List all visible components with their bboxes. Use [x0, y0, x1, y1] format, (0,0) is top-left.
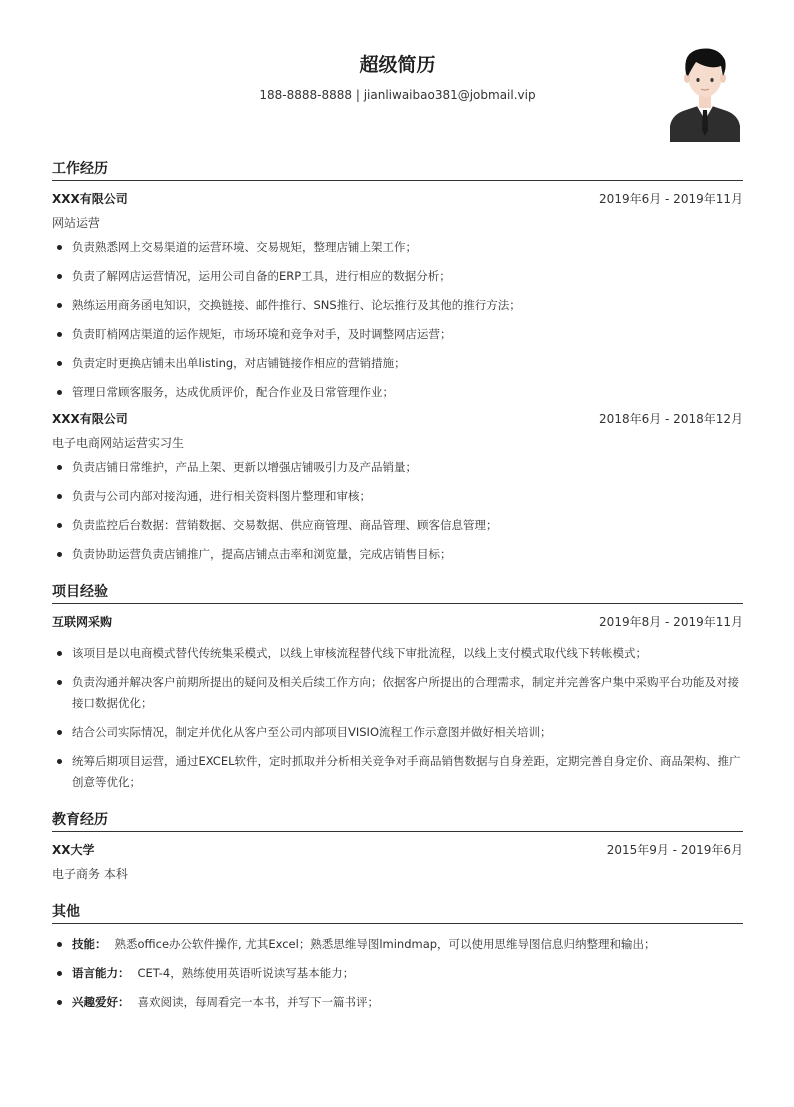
- list-item: 负责协助运营负责店铺推广，提高店铺点击率和浏览量，完成店销售目标；: [52, 544, 743, 565]
- item-text: 喜欢阅读，每周看完一本书，并写下一篇书评；: [137, 995, 379, 1009]
- list-item: 负责沟通并解决客户前期所提出的疑问及相关后续工作方向；依据客户所提出的合理需求，制定并完善客户集中采购平台功能及对接接口数据优化；: [52, 672, 743, 714]
- education-detail: 电子商务 本科: [52, 867, 128, 881]
- section-title-other: 其他: [52, 904, 80, 920]
- list-item: 负责定时更换店铺未出单listing，对店铺链接作相应的营销措施；: [52, 353, 743, 374]
- project-section: [52, 573, 743, 793]
- entry-organization: XX大学: [52, 843, 95, 857]
- list-item: [52, 992, 743, 1013]
- list-item: 结合公司实际情况，制定并优化从客户至公司内部项目VISIO流程工作示意图并做好相关培训；: [52, 722, 743, 743]
- contact-info: 188-8888-8888 | jianliwaibao381@jobmail.vip: [259, 88, 536, 102]
- entry-organization: XXX有限公司: [52, 192, 128, 206]
- section-title-project: 项目经验: [52, 584, 108, 600]
- section-divider: [52, 923, 743, 924]
- other-items: [52, 934, 743, 1013]
- resume-header: [52, 0, 743, 150]
- list-item: 负责与公司内部对接沟通，进行相关资料图片整理和审核；: [52, 486, 743, 507]
- item-label: 兴趣爱好：: [72, 995, 130, 1009]
- section-title-education: 教育经历: [52, 812, 108, 828]
- list-item: [52, 934, 743, 955]
- section-divider: [52, 603, 743, 604]
- resume-name: 超级简历: [359, 54, 436, 76]
- person-avatar-icon: [670, 44, 740, 142]
- entry-date: 2019年6月 - 2019年11月: [599, 192, 743, 206]
- section-divider: [52, 180, 743, 181]
- item-text: CET-4，熟练使用英语听说读写基本能力；: [137, 966, 355, 980]
- work-section: [52, 150, 743, 565]
- list-item: 负责监控后台数据：营销数据、交易数据、供应商管理、商品管理、顾客信息管理；: [52, 515, 743, 536]
- entry-date: 2015年9月 - 2019年6月: [606, 843, 743, 857]
- entry-date: 2019年8月 - 2019年11月: [599, 615, 743, 629]
- education-section: [52, 801, 743, 883]
- work-entry: [52, 411, 743, 565]
- section-title-work: 工作经历: [52, 161, 108, 177]
- list-item: 负责店铺日常维护，产品上架、更新以增强店铺吸引力及产品销量；: [52, 457, 743, 478]
- section-divider: [52, 831, 743, 832]
- entry-role: 网站运营: [52, 216, 101, 230]
- resume-page: [52, 0, 743, 1021]
- entry-organization: 互联网采购: [52, 615, 113, 629]
- entry-duties: [52, 457, 743, 565]
- list-item: [52, 963, 743, 984]
- list-item: 熟练运用商务函电知识，交换链接、邮件推行、SNS推行、论坛推行及其他的推行方法；: [52, 295, 743, 316]
- item-label: 技能：: [72, 937, 107, 951]
- list-item: 负责盯梢网店渠道的运作规矩，市场环境和竞争对手，及时调整网店运营；: [52, 324, 743, 345]
- list-item: 统筹后期项目运营，通过EXCEL软件，定时抓取并分析相关竞争对手商品销售数据与自身差距，定期完善自身定价、商品架构、推广创意等优化；: [52, 751, 743, 793]
- entry-organization: XXX有限公司: [52, 412, 128, 426]
- project-duties: [52, 643, 743, 793]
- list-item: 负责熟悉网上交易渠道的运营环境、交易规矩，整理店铺上架工作；: [52, 237, 743, 258]
- other-section: [52, 893, 743, 1013]
- entry-date: 2018年6月 - 2018年12月: [599, 412, 743, 426]
- item-text: 熟悉office办公软件操作, 尤其Excel；熟悉思维导图lmindmap，可以使用思维导图信息归纳整理和输出；: [114, 937, 656, 951]
- work-entry: [52, 191, 743, 403]
- list-item: 该项目是以电商模式替代传统集采模式，以线上审核流程替代线下审批流程，以线上支付模式取代线下转帐模式；: [52, 643, 743, 664]
- list-item: 负责了解网店运营情况，运用公司自备的ERP工具，进行相应的数据分析；: [52, 266, 743, 287]
- entry-duties: [52, 237, 743, 403]
- entry-role: 电子电商网站运营实习生: [52, 436, 185, 450]
- list-item: 管理日常顾客服务，达成优质评价，配合作业及日常管理作业；: [52, 382, 743, 403]
- item-label: 语言能力：: [72, 966, 130, 980]
